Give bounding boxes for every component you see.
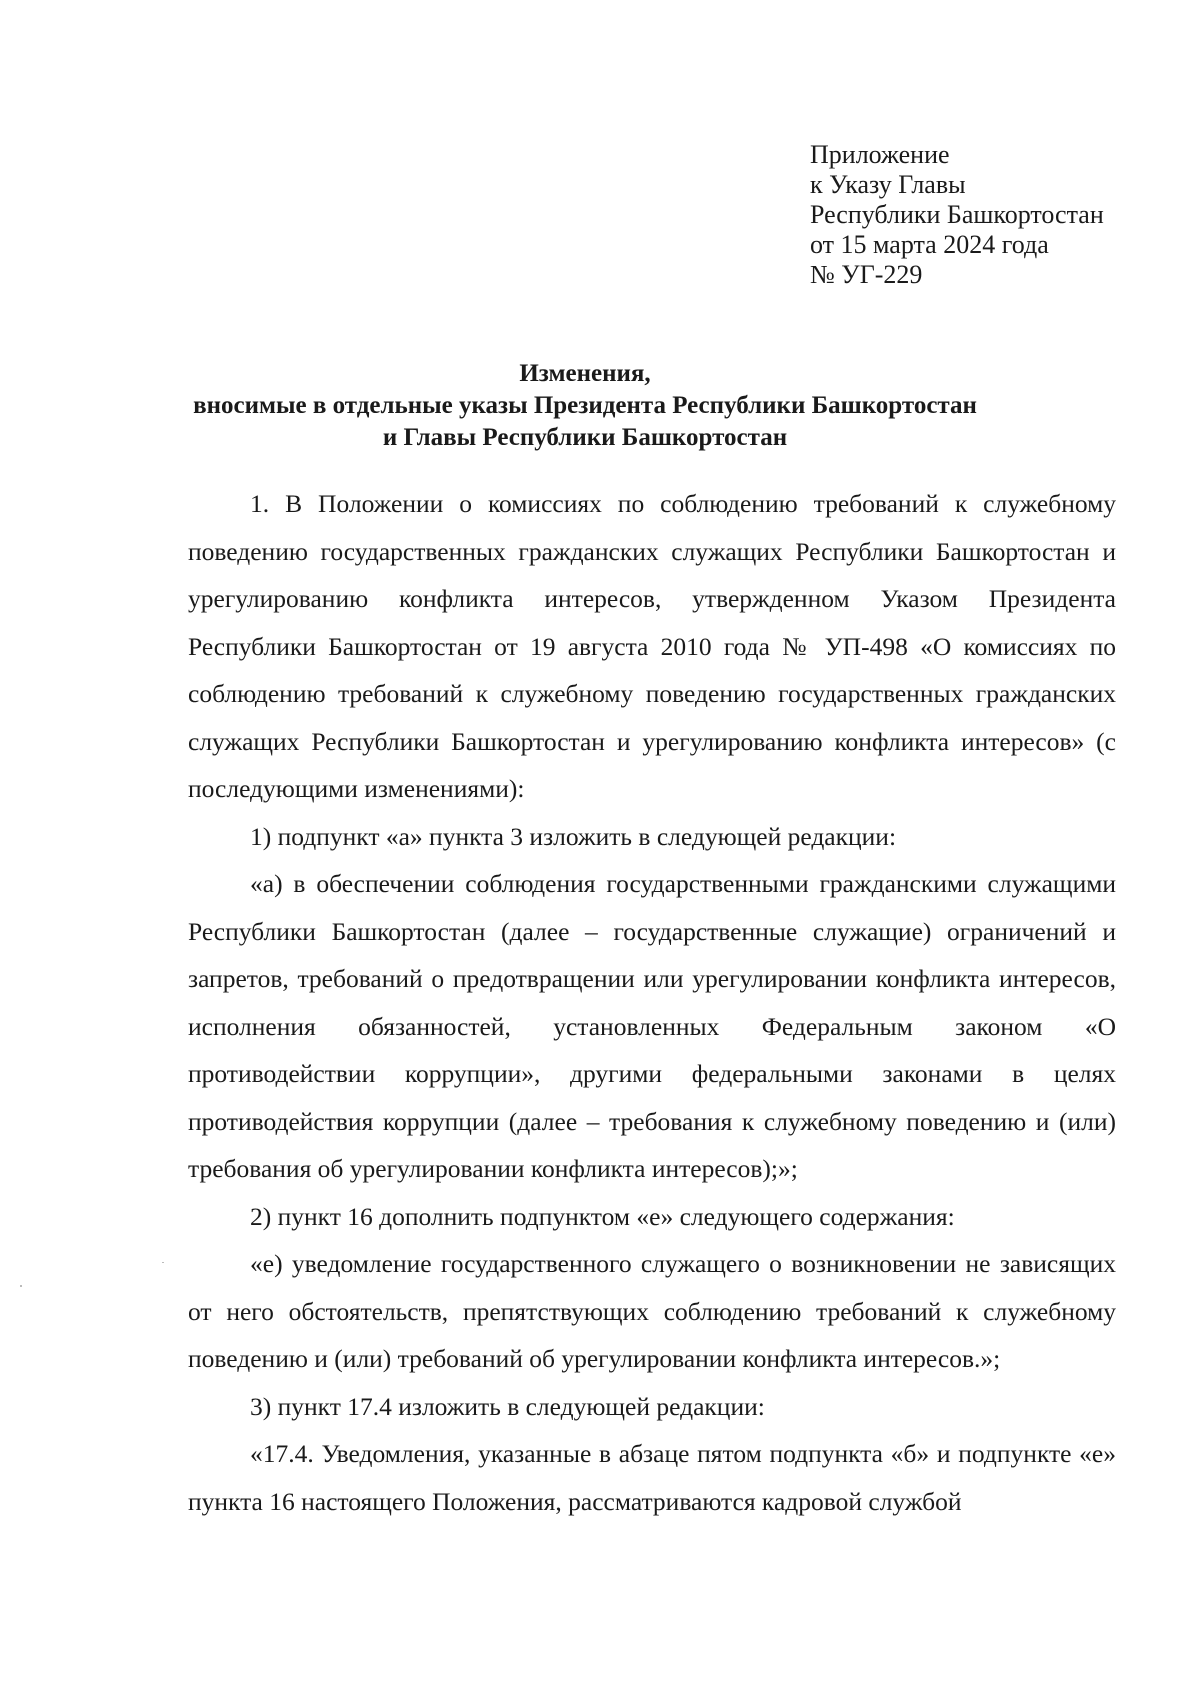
appendix-date: от 15 марта 2024 года [810, 230, 1049, 259]
appendix-number: № УГ-229 [810, 260, 923, 289]
paragraph: «17.4. Уведомления, указанные в абзаце пятом подпункта «б» и подпункте «е» пункта 16 настоящего Положения, рассматриваются кадровой службой [188, 1439, 1116, 1516]
paragraph: 3) пункт 17.4 изложить в следующей редакции: [250, 1391, 765, 1421]
scan-artifact [20, 1285, 22, 1287]
scan-artifact [162, 1262, 164, 1263]
paragraph: «е) уведомление государственного служащего о возникновении не зависящих от него обстоятельств, препятствующих соблюдению требований к служебному поведению и (или) требований об урегулировании конфликта интересов.»; [188, 1249, 1116, 1373]
appendix-block [810, 140, 1104, 290]
title-line: и Главы Республики Башкортостан [382, 424, 788, 451]
document-body [188, 480, 1116, 1525]
document-title [150, 358, 1020, 454]
paragraph: 1. В Положении о комиссиях по соблюдению требований к служебному поведению государственных гражданских служащих Республики Башкортостан и урегулированию конфликта интересов, утвержденном Указом Президента Республики Башкортостан от 19 августа 2010 года № УП-498 «О комиссиях по соблюдению требований к служебному поведению государственных гражданских служащих Республики Башкортостан и урегулированию конфликта интересов» (с последующими изменениями): [188, 489, 1116, 803]
paragraph: «а) в обеспечении соблюдения государственными гражданскими служащими Республики Башкортостан (далее – государственные служащие) ограничений и запретов, требований о предотвращении или урегулировании конфликта интересов, исполнения обязанностей, установленных Федеральным законом «О противодействии коррупции», другими федеральными законами в целях противодействия коррупции (далее – требования к служебному поведению и (или) требования об урегулировании конфликта интересов);»; [188, 869, 1116, 1183]
paragraph: 2) пункт 16 дополнить подпунктом «е» следующего содержания: [250, 1201, 955, 1231]
appendix-line: Приложение [810, 140, 950, 169]
appendix-line: Республики Башкортостан [810, 200, 1104, 229]
title-line: вносимые в отдельные указы Президента Республики Башкортостан [193, 392, 977, 419]
title-line: Изменения, [519, 360, 651, 387]
paragraph: 1) подпункт «а» пункта 3 изложить в следующей редакции: [250, 821, 897, 851]
appendix-line: к Указу Главы [810, 170, 966, 199]
